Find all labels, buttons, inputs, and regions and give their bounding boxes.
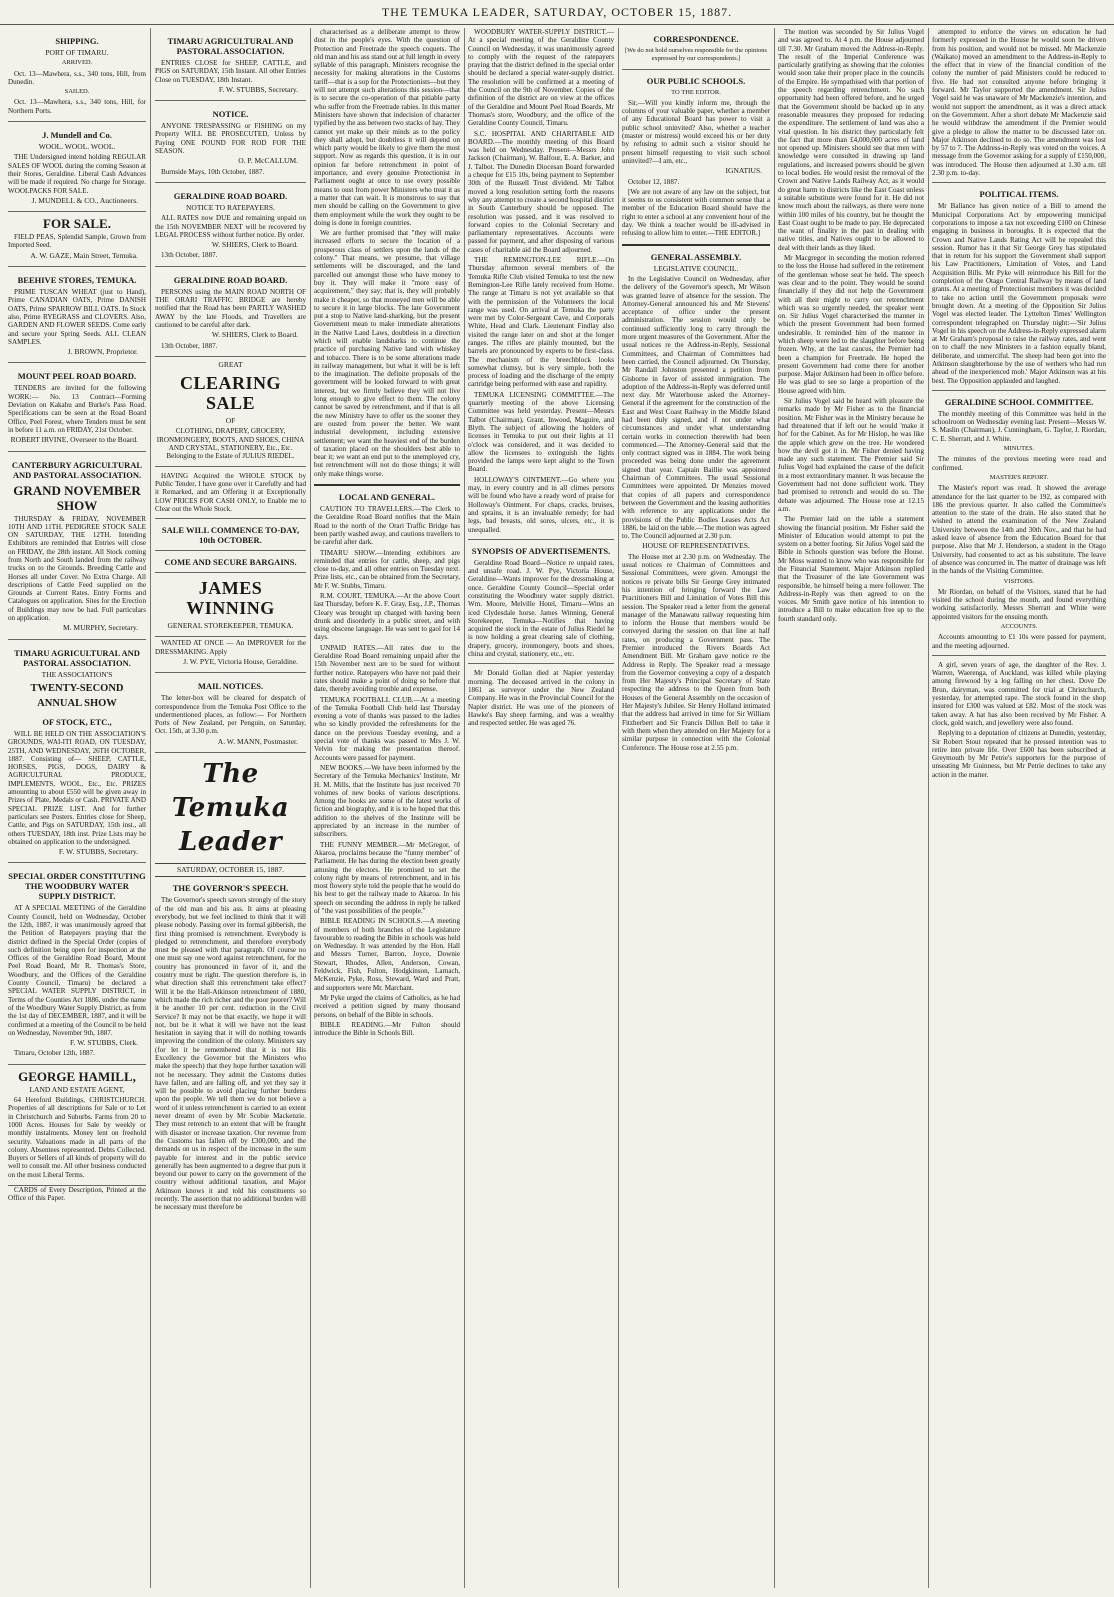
column-rule [774,28,775,1588]
timaru-heading: TIMARU AGRICULTURAL AND PASTORAL ASSOCIATION. [14,647,140,668]
notice-body: ANYONE TRESPASSING or FISHING on my Property WILL BE PROSECUTED, Unless by Paying ONE POUND FOR ROD FOR THE SEASON. [155,122,306,156]
council-body: In the Legislative Council on Wednesday, after the delivery of the Governor's speech, Mr Wilson was granted leave of absence for the session. The Attorney-General announced his and Mr Stevens' acceptance of office under the present administration. The session would only be continued sufficiently long to carry through the more urgent measures of the Government. After the usual notices re the Address-in-Reply, Sessional Committees, and Chairman of Committees had been carried, the Council adjourned. On Thursday, Mr Randall Johnston presented a petition from Gisborne in favor of assisted immigration. The adoption of the Address-in-Reply was deferred until next day. Mr Waterhouse asked the Attorney-General if the agreement for the construction of the East and West Coast Railway in the Middle Island had been duly signed, and if not under what circumstances and under what understanding certain works in connection therewith had been commenced.—The Attorney-General said that the only contract signed was in 1884. The work being proceeded was being done under the agreement signed that year. Captain Baillie was appointed Chairman of Committees. The usual Sessional Committees were appointed. Dr Menzies moved that copies of all papers and correspondence between the Government and the leasing authorities with reference to any applications under the provisions of the Public Bodies Leases Acts Act 1886, be laid on the table.—The motion was agreed to. The Council adjourned at 2.30 p.m. [622,274,770,541]
woodbury-heading: SPECIAL ORDER CONSTITUTING THE WOODBURY WATER SUPPLY DISTRICT. [8,871,146,902]
mundell-subheading: WOOL. WOOL. WOOL. [38,142,116,152]
mountpeel-heading: MOUNT PEEL ROAD BOARD. [17,371,137,382]
grb2-signature: W. SHIERS, Clerk to Board. [211,330,298,340]
clearing-body-2: HAVING Acquired the WHOLE STOCK by Public Tender, I have gone over it Carefully and had it Remarked, and am Offering it at Exceptionally LOW PRICES FOR CASH ONLY, to Enable me to Clear out the Whole Stock. [155,471,306,513]
column-rule [310,28,311,1588]
news-item: Replying to a deputation of citizens at Dunedin, yesterday, Sir Robert Stout repeated that he pressed intention was to retire into private life. Over £600 has been subscribed at Greymouth by Mr Petrie's supporters for the purpose of unseating Mr Guinness, but Mr Petrie declines to take any action in the matter. [932,729,1106,779]
grb2-date: 13th October, 1887. [161,341,218,350]
visitors-heading: VISITORS. [1003,577,1035,585]
shipping-heading: SHIPPING. [55,36,99,46]
clearing-sale-ad [155,357,306,638]
wanted-ad [155,637,306,673]
clearing-sale-title: CLEARING SALE [179,373,281,414]
assoc-body: ENTRIES CLOSE for SHEEP, CATTLE, and PIGS on SATURDAY, 15th Instant. All other Entries Close on TUESDAY, 18th Instant. [155,59,306,84]
hamill-subheading: LAND AND ESTATE AGENT, [29,1084,125,1094]
beehive-signature: J. BROWN, Proprietor. [67,347,138,357]
speech-heading: THE GOVERNOR'S SPEECH. [172,883,289,894]
timaru-subheading: THE ASSOCIATION'S [41,669,113,679]
schools-letter: Sir,—Will you kindly inform me, through the columns of your valuable paper, whether a member of any Educational Board has power to visit a public school uninvited? Also, whether a teacher (master or mistress) would exceed his or her duty by refusing to admit such a visitor should he present himself requesting to visit such school uninvited?—I am, etc., [622,98,770,165]
woodbury-body: AT A SPECIAL MEETING of the Geraldine County Council, held on Wednesday, October the 12th, 1887, it was unanimously agreed that the Petition of Ratepayers praying that the district defined in the Special Order (copies of such definition being open for inspection at the Offices of the Geraldine Road Board, Mount Peel Road Board, Mr R. Thomas's Store, Woodbury, and the Offices of the Geraldine County Council, Timaru) be declared a SPECIAL WATER SUPPLY DISTRICT, in Terms of the Counties Act 1886, under the name of the Woodbury Water Supply District, as from the 1st day of DECEMBER, 1887, and it will be confirmed at a meeting of the Council to be held on Wednesday, November 9th, 1887. [8,904,146,1037]
canterbury-show-title: GRAND NOVEMBER SHOW [13,482,141,513]
canterbury-ad [8,452,146,640]
local-item: THE REMINGTON-LEE RIFLE.—On Thursday afternoon several members of the Temuka Rifle Club visited Temuka to test the new Remington-Lee Rifle lately received from Home. The range at Timaru is not yet available so that with the permission of the Volunteers the local range was used. On arrival at Temuka the party were met by Color-Sergeant Cave, and Corporals White, Head and Clark. Lieutenant Findlay also visited the range later on and shot at the longer ranges. The rifles are plainly mounted, but the barrels are pronounced by experts to be first-class. The mechanism of the breechblock looks somewhat clumsy, but is very simple, both the process of loading and the discharge of the empty cartridge being performed with ease and rapidity. [468,256,614,389]
arrived-label: ARRIVED. [61,59,93,67]
column-rule [618,28,619,1588]
to-editor: TO THE EDITOR. [671,88,721,96]
grb-subheading: NOTICE TO RATEPAYERS. [186,202,275,212]
great-label: GREAT [218,359,243,369]
hamill-ad [8,1065,146,1186]
notice-date: Burnside Mays, 10th October, 1887. [161,167,265,176]
grb2-heading: GERALDINE ROAD BOARD. [173,274,288,285]
correspondence-heading: CORRESPONDENCE. [653,34,739,44]
local-heading: LOCAL AND GENERAL. [338,492,436,503]
wanted-body: WANTED AT ONCE — An IMPROVER for the DRESSMAKING. Apply [155,639,306,656]
mundell-body: THE Undersigned intend holding REGULAR SALES OF WOOL during the coming Season at their Stores, Geraldine. Liberal Cash Advances will be made if required. No charge for Storage. WOOLPACKS FOR SALE. [8,153,146,195]
canterbury-heading: CANTERBURY AGRICULTURAL AND PASTORAL ASSOCIATION. [11,459,143,480]
sailed-text: Oct. 13—Mawhera, s.s., 340 tons, Hill, for Northern Ports. [8,98,146,115]
mountpeel-ad [8,363,146,451]
speech-body: The Governor's speech savors strongly of the story of the old man and his ass. It aims at pleasing everybody, but we feel inclined to think that it will please nobody. Passing over its formal gibberish, the first thing promised is retrenchment. Everybody is pledged to retrenchment, and therefore everybody must be pleased with that paragraph. Of course no one must say one word against retrenchment, for the country has pronounced in favor of it, and the country must be right. The question therefore is, in what direction shall this retrenchment take effect? Will it be the Hall-Atkinson retrenchment of 1880, which made the rich richer and the poor poorer? Will it be another 10 per cent. reduction in the Civil Service? It may not be that exactly, we hope it will not, but be it what it will we have not the least hesitation in saying that it will do nothing towards improving the condition of the colony. Ministers say (for let it be remembered that it is not His Excellency the Governor but the Ministers who make the speech) that they hope further taxation will not be necessary. They admit the Customs duties have fallen, and are falling off, and yet they say it will be possible to avoid placing further burdens upon the people. We tell them we do not believe a word of it unless retrenchment is carried to an extent never dreamt of even by Mr Scobie Mackenzie. They must retrench to an extent that will be fraught with disaster or increase taxation. Our revenue from the Customs has fallen off by £300,000, and the demands on us in respect of the increase in the sum payable for interest and in the public service generally has been augmented to a degree that puts it beyond our power to carry on the government of the country without additional taxation, and Major Atkinson knows it and told his constituents so recently. The assertion that no additional burden will be necessary must therefore be [155,896,306,1212]
assembly-heading: GENERAL ASSEMBLY. [650,251,742,262]
wanted-signature: J. W. PYE, Victoria House, Geraldine. [183,656,298,666]
woodbury-signature: F. W. STUBBS, Clerk. [70,1038,138,1048]
port-heading: PORT OF TIMARU. [45,48,109,57]
timaru-body: WILL BE HELD ON THE ASSOCIATION'S GROUNDS, WAI-ITI ROAD, ON TUESDAY, 25TH, AND WEDNESDAY, 26TH OCTOBER, 1887. Consisting of— SHEEP, CATTLE, HORSES, PIGS, DOGS, DAIRY & AGRICULTURAL PRODUCE, IMPLEMENTS, WOOL, Etc., Etc. PRIZES amounting to about £550 will be given away in Prizes of Plate, Medals or Cash. PRIVATE AND SPECIAL PRIZE LIST. And for further particulars see Posters. Entries close for Sheep, Cattle, and Pigs on SATURDAY, 15th inst., all others TUESDAY, 18th inst. Prize Lists may be obtained on application to the undersigned. [8,729,146,846]
column-1 [8,28,146,1588]
assembly-body: Mr Macgregor in seconding the motion referred to the loss the House had suffered in the retirement of the gentleman whose seat he held. The speech was clear and to the point. They would be sound financially if they did not help the Government with all their might to carry out retrenchment which was so urgently needed, the speaker went on. Sir Julius Vogel characterised the manner in which the present Government had been formed undesirable. It reminded him of the manner in which sheep were led to the slaughter before being frozen. Why, at the last caucus, the Premier had been a champion for Freetrade. He hoped the present Government had come there for another purpose. Major Atkinson had been in office before. He was glad to see so large a proportion of the House agreed with him. [778,254,924,395]
assembly-body: Sir Julius Vogel said he heard with pleasure the remarks made by Mr Fisher as to the financial position. Mr Fisher was in the Ministry because he had threatened that if left out he would 'make it hot' for the Cabinet. As for Mr Hislop, he was like the apple which grew on the tree. He wondered how the devil got it in. Mr Fisher denied having made any such statement. The Premier said Sir Julius Vogel had explained the cause of the deficit in a most extraordinary manner. It was because the Government had not done sufficient work. They had promised to retrench and would do so. The debate was adjourned. The House rose at 12.15 a.m. [778,397,924,513]
column-3 [314,28,460,1588]
canterbury-signature: M. MURPHY, Secretary. [63,623,138,633]
clearing-body: CLOTHING, DRAPERY, GROCERY, IRONMONGERY, BOOTS, AND SHOES, CHINA AND CRYSTAL, STATIONERY, Etc., Etc. Belonging to the Estate of JULIUS RIEDEL. [156,427,305,461]
forsale-signature: A. W. GAZE, Main Street, Temuka. [30,250,138,260]
local-item: TIMARU SHOW.—Intending exhibitors are reminded that entries for cattle, sheep, and pigs close to-day, and all other entries on Tuesday next. Prize lists, etc., can be obtained from the Secretary, Mr F. W. Stubbs, Timaru. [314,548,460,590]
synopsis-heading: SYNOPSIS OF ADVERTISEMENTS. [471,545,611,556]
mail-body: The letter-box will be cleared for despatch of correspondence from the Temuka Post Office to the undermentioned places, as follow:— For Northern Ports of New Zealand, per Penguin, on Saturday, Oct. 15th, at 3.30 p.m. [155,694,306,736]
local-item: CAUTION TO TRAVELLERS.—The Clerk to the Geraldine Road Board notifies that the Main Road to the north of the Orari Traffic Bridge has been partly washed away, and cautions travellers to be careful after dark. [314,505,460,547]
mail-notices [155,673,306,753]
schools-heading: OUR PUBLIC SCHOOLS. [646,75,746,86]
mountpeel-signature: ROBERT IRVINE, Overseer to the Board. [10,435,138,445]
assembly-body: attempted to enforce the views on education he had formerly expressed in the House he would soon be driven from his position, and would not be missed. Mr Mackenzie (Waikato) moved an amendment to the Address-in-Reply to the effect that in view of the financial condition of the colony the number of paid Ministers could be reduced to five. He had not consulted anyone before bringing it forward. Mr Taylor supported the amendment. Sir Julius Vogel said he was unaware of Mr Mackenzie's intention, and would not support the amendment, as it was a direct attack on the Government. After a short debate Mr Mackenzie said he would withdraw the amendment if the Premier would give a pledge to allow the matter to be discussed later on. Major Atkinson declined to do so. The amendment was lost by 57 to 7. The Address-in-Reply was voted on the voices. A message from the Governor asking for a supply of £150,000, was introduced. The House then adjourned at 1.30 a.m. till 2.30 p.m. to-day. [932,28,1106,178]
local-item: WOODBURY WATER-SUPPLY DISTRICT.—At a special meeting of the Geraldine County Council on Wednesday, it was unanimously agreed to comply with the request of the ratepayers praying that the district defined in the special order should be declared a special water-supply district. The resolution will be confirmed at a meeting of the Council on the 9th of November. Copies of the definition of the district are on view at the offices of the Geraldine and Mount Peel Road Boards, Mr Thomas's store, Woodbury, and the office of the Geraldine County Council, Timaru. [468,28,614,128]
hamill-heading: GEORGE HAMILL, [18,1068,136,1084]
synopsis-body: Geraldine Road Board—Notice re unpaid rates, and unsafe road. J. W. Pye, Victoria House, Geraldine—Wants improver for the dressmaking at once. Geraldine County Council—Special order constituting the Woodbury water supply district. Wm. Moore, Melville Hotel, Timaru—Wins an iced Clydesdale horse. James Winning, General Storekeeper, Temuka—Notifies that having acquired the stock in the estate of Julius Riedel he is now holding a great clearing sale of clothing, drapery, grocery, ironmongery, boots and shoes, china and crystal, stationery, etc., etc. [468,558,614,659]
local-item: S.C. HOSPITAL AND CHARITABLE AID BOARD.—The monthly meeting of this Board was held on Wednesday. Present—Messrs John Jackson (Chairman), W. Balfour, E. A. Barker, and J. Talbot. The Dunedin Diocesan Board forwarded a cheque for £15 10s, being payment to September 30th of the Russell Trust dividend. Mr Talbot moved a long resolution setting forth the reasons why any attempt to create a second hospital district in South Canterbury should be opposed. The resolution was passed, and it was resolved to forward copies to the Colonial Secretary and parliamentary representatives. Accounts were passed for payment, and after disposing of various cases of charitable aid the Board adjourned. [468,129,614,254]
local-item: TEMUKA FOOTBALL CLUB.—At a meeting of the Temuka Football Club held last Thursday evening a vote of thanks was passed to the ladies who so kindly provided the refreshments for the dance on the previous Tuesday evening, and a special vote of thanks was passed to Mrs J. W. Velvin for making the presentation thereof. Accounts were passed for payment. [314,695,460,762]
local-item: R.M. COURT, TEMUKA.—At the above Court last Thursday, before K. F. Gray, Esq., J.P., Thomas Cleary was brought up charged with having been drunk and disorderly in a public street, and with using obscene language. He was sent to gaol for 14 days. [314,592,460,642]
grb-road-notice [155,267,306,357]
local-item: Mr Donald Gollan died at Napier yesterday morning. The deceased arrived in the colony in 1861 as surveyor under the New Zealand Company. He was in the Provincial Council for the Napier district. He was one of the pioneers of Hawke's Bay sheep farming, and was a wealthy and respected settler. He was aged 76. [468,669,614,728]
forsale-body: FIELD PEAS, Splendid Sample, Grown from Imported Seed. [8,233,146,250]
master-heading: MASTER'S REPORT. [989,473,1049,481]
master-body: The Master's report was read. It showed the average attendance for the last quarter to be 192, as compared with 186 the previous quarter. It also called the Committee's attention to the state of the drain. He also stated that he wished to attend the examination of the New Zealand University between the 14th and 30th Nov., and that he had asked leave of absence from the Education Board for that purpose. Also that Mr J. Henderson, a student in the Otago University, had consented to act as his substitute. The leave of absence was concurred in. The matter of drainage was left in the hands of the Visiting Committee. [932,484,1106,576]
winning-subtitle: GENERAL STOREKEEPER, TEMUKA. [167,621,294,631]
of-label: OF [225,416,236,426]
grb-body: ALL RATES now DUE and remaining unpaid on the 15th NOVEMBER NEXT will be recovered by LEGAL PROCESS without further notice. By order. [155,214,306,239]
column-6 [778,28,924,1588]
mail-heading: MAIL NOTICES. [197,681,264,692]
notice-heading: NOTICE. [212,109,249,120]
council-heading: LEGISLATIVE COUNCIL. [653,263,739,273]
column-7 [932,28,1106,1588]
grb-signature: W. SHIERS, Clerk to Board. [211,240,298,250]
masthead: The Temuka Leader [171,759,290,858]
mail-signature: A. W. MANN, Postmaster. [217,736,298,746]
school-committee-body: The monthly meeting of this Committee was held in the schoolroom on Wednesday evening last. Present—Messrs W. S. Maslin (Chairman), J. Cunningham, G. Taylor, J. Riordan, C. E. Sherratt, and J. White. [932,409,1106,443]
assembly-body: The Premier laid on the table a statement showing the financial position. Mr Fisher said the Minister of Education would attempt to put the system on a better footing. Sir Julius Vogel said the Bible in Schools question was before the House. Mr Moss wanted to know who was responsible for the Financial Statement. Major Atkinson replied that the Treasurer of the late Government was responsible, he himself being a mere follower. The Address-in-Reply was then agreed to on the voices. Mr Smith gave notice of his intention to introduce a Bill to make education free up to the fourth standard only. [778,515,924,623]
column-5 [622,28,770,1588]
sailed-label: SAILED. [64,88,90,96]
local-item: HOLLOWAY'S OINTMENT.—Go where you may, in every country and in all climes persons will be found who have a ready word of praise for Holloway's Ointment. For chaps, cracks, bruises, and sprains, it is an invaluable remedy; for bad legs, bad breasts, old sores, ulcers, etc., it is unequalled. [468,475,614,534]
editor-note: [We are not aware of any law on the subject, but it seems to us consistent with common sense that a member of the Education Board should have the right to enter a school at any convenient hour of the day. We think a teacher would be ill-advised in refusing to allow him to enter.—THE EDITOR.] [622,187,770,238]
minutes-heading: MINUTES. [1003,445,1035,453]
local-item: Mr Pyke urged the claims of Catholics, as he had received a petition signed by many thousand persons, on behalf of the Bible in schools. [314,993,460,1019]
mundell-heading: J. Mundell and Co. [42,130,112,141]
column-rule [150,28,151,1588]
come-bargains: COME AND SECURE BARGAINS. [164,557,297,568]
local-item: BIBLE READING IN SCHOOLS.—A meeting of members of both branches of the Legislature favourable to reading the Bible in schools was held on Wednesday. It was attended by the Hon. Hall and Messrs Turner, Barron, Joyce, Downie Stewart, Rhodes, Allen, Anderson, Cowan, Feldwick, Fish, Fulton, Hodgkinson, Larnach, McKenzie, Pyke, Ross, Steward, Ward and Pratt, and supporters were Mr. Marchant. [314,917,460,992]
schools-date: October 12, 1887. [628,177,680,186]
timaru-show-title: TWENTY-SECOND ANNUAL SHOW [30,682,124,709]
sale-commence: SALE WILL COMMENCE TO-DAY, 10th OCTOBER. [161,525,300,546]
local-item: TEMUKA LICENSING COMMITTEE.—The quarterly meeting of the above Licensing Committee was held yesterday. Present—Messrs Talbot (Chairman), Grant, Inwood, Maguire, and Blyth. The subject of allowing the holders of licenses in Temuka to put out their lights at 11 o'clock was considered, and it was decided to allow the licensees to extinguish the lights provided the lamps were kept alight to the Town Board. [468,390,614,474]
column-4 [468,28,614,1588]
notice-signature: O. P. McCALLUM. [238,156,298,166]
shipping-section [8,28,146,122]
local-item: UNPAID RATES.—All rates due to the Geraldine Road Board remaining unpaid after the 15th November next are to be sued for without further notice. Ratepayers who have not paid their rates should make a point of doing so before that date, thereby avoiding trouble and expense. [314,643,460,694]
grb-heading: GERALDINE ROAD BOARD. [173,190,288,201]
house-heading: HOUSE OF REPRESENTATIVES. [642,541,750,551]
woodbury-order-ad [8,863,146,1064]
page-header [0,0,1114,25]
assoc-ad [155,28,306,101]
column-rule [464,28,465,1588]
cards-notice: CARDS of Every Description, Printed at the Office of this Paper. [8,1186,146,1203]
schools-signature: IGNATIUS. [725,166,762,176]
political-heading: POLITICAL ITEMS. [979,189,1059,200]
header-title: THE TEMUKA LEADER, SATURDAY, OCTOBER 15, 1887. [381,4,733,19]
visitors-body: Mr Riordan, on behalf of the Visitors, stated that he had visited the school during the month, and found everything working satisfactorily. Messrs Sherratt and White were appointed visitors for the ensuing month. [932,587,1106,621]
local-item: BIBLE READING.—Mr Fulton should introduce the Bible in Schools Bill. [314,1020,460,1038]
local-item: NEW BOOKS.—We have been informed by the Secretary of the Temuka Mechanics' Institute, Mr H. M. Mills, that the Institute has just received 70 volumes of new books of various descriptions. Among the books are some of the latest works of fiction and biography, and it is to be hoped that this addition to the shelves of the Institute will be appreciated by an increase in the number of subscribers. [314,763,460,839]
assoc-heading: TIMARU AGRICULTURAL AND PASTORAL ASSOCIATION. [167,36,294,56]
news-item: A girl, seven years of age, the daughter of the Rev. J. Warren, Waerenga, of Auckland, was killed while playing among firewood by a log falling on her chest. Dove De Brun, dairyman, was committed for trial at Christchurch, yesterday, for attempted rape. The stock found in the shop insured for £300 was valued at £82. Most of the stock was taken away. A hat has also been received by Mr Fisher. A clock, gold watch, and jewellery were also found. [932,660,1106,727]
woodbury-date: Timaru, October 12th, 1887. [14,1049,95,1058]
beehive-heading: BEEHIVE STORES, TEMUKA. [17,275,137,286]
grb2-body: PERSONS using the MAIN ROAD NORTH OF THE ORARI TRAFFIC BRIDGE are hereby notified that the Road has been PARTLY WASHED AWAY by the late Floods, and Travellers are cautioned to be careful after dark. [155,287,306,329]
forsale-ad [8,212,146,267]
arrived-text: Oct. 13—Mawhera, s.s., 340 tons, Hill, from Dunedin. [8,69,146,86]
timaru-signature: F. W. STUBBS, Secretary. [58,847,138,857]
mundell-signature: J. MUNDELL & CO., Auctioneers. [31,195,138,205]
masthead-date: SATURDAY, OCTOBER 15, 1887. [155,863,306,877]
grb-date: 13th October, 1887. [161,251,218,260]
editorial-body-2: We are further promised that "they will make increased efforts to secure the location of a prosperous class of settlers upon the lands of the colony." That means, we presume, that village settlements will be discouraged, and the land parcelled out amongst those who have money to buy it. They will make it "more easy of acquirement," they say; that is, they will probably make it cheaper, so that moneyed men will be able to secure it in large blocks. The late Government put a stop to Native land-sharking, but the present Government mean to make immediate alterations in the Native Land Laws, doubtless in a direction which will enable landsharks to continue the practice of purchasing Native land with whiskey and tobacco. There is to be some alterations made in railway management, but what it will be is left to the imagination. The definite proposals of the government will be looked forward to with great interest, but we firmly believe they will not live long enough to give effect to them. The colony cannot be saved by retrenchment, and if that is all the new Ministry have to offer us the sooner they are ousted from power the better. We want industrial development, including extensive settlement; we want the heaviest end of the burden of taxation placed on the shoulders best able to bear it; we want an end put to the unemployed cry, but retrenchment will not do those things; it will only make things worse. [314,229,460,478]
assembly-body: The motion was seconded by Sir Julius Vogel and was agreed to. At 4 p.m. the House adjourned till 7.30. Mr Graham moved the Address-in-Reply. The result of the Imperial Conference was particularly gratifying as showing that the colonies would soon take their proper place in the councils of the Empire. He sympathised with that portion of the speech regarding retrenchment. No such opportunity had been offered before, and he urged that the Government should be backed up in any reasonable measures they proposed for reducing the expenditure. The settlement of land was also a vital question. In his district they particularly felt the fact that more than £4,000,000 acres of land not opened up. Ministers should see that men with knowledge were consulted in drawing up land regulations, and increased powers should be given to local bodies. He would resist the removal of the Crown and Native Lands Railway Act, as it would do great harm to districts like the East Coast unless a suitable substitute were found for it. He did not know much about the railways, as there were none within 100 miles of his country, but he thought the East Coast ought to be made to pay. He deprecated the want of finality in the past in dealing with native titles, and Natives ought to be allowed to deal with their lands as they liked. [778,28,924,252]
mountpeel-body: TENDERS are invited for the following WORK:— No. 13 Contract—Forming Deviation on Kakahu and Burke's Pass Road. Specifications can be seen at the Road Board Office, Peel Forest, where Tenders must be sent in before 11 a.m. on FRIDAY, 21st October. [8,384,146,434]
editorial-body-1: characterised as a deliberate attempt to throw dust in the people's eyes. With the question of Protection and Freetrade the speech coquets. The old man and his ass stand out at full length in every syllable of this paragraph. Ministers recognise the necessity for making alterations in the Customs tariff—that is a sop for the Protectionists—but they will not attempt such alterations this session—that is to secure the co-operation of that pitiable party who suffer from the Freetrade rabies. In this matter Ministers have shown that indecision of character typified by the ass between two stacks of hay. They cannot yet make up their minds as to the policy they shall adopt, but doubtless it will depend on which party would be likely to give them the most support. Now as regards this question, it is in our opinion far before retrenchment in point of importance, and every genuine Protectionist in Parliament ought at once to use every possible means to oust from power Ministers who treat it as a matter that can wait. It is monstrous to say that men should be calling on the Government to give them employment while the work they ought to be doing is done in foreign countries. [314,28,460,227]
beehive-ad [8,267,146,363]
winning-name: JAMES WINNING [186,578,275,619]
grb-rates-notice [155,183,306,267]
canterbury-body: THURSDAY & FRIDAY, NOVEMBER 10TH AND 11TH. PEDIGREE STOCK SALE ON SATURDAY, THE 12TH. Intending Exhibitors are reminded that Entries will close on FRIDAY, the 28th instant. All Stock coming from North and South landed from the railway trucks on to the Grounds. Breeding Cattle and Horses all under Cover. No Extra Charge. All descriptions of Cattle Feed supplied on the Grounds at Current Rates. Entry Forms and Catalogues on application. Sites for the Erection of Buildings may now be had. Full particulars on application. [8,514,146,623]
hamill-body: 64 Hereford Buildings, CHRISTCHURCH. Properties of all descriptions for Sale or to Let in Christchurch and Suburbs. Farms from 20 to 1000 Acres. Houses for Sale by weekly or monthly instalments. Money lent on freehold security. Valuations made in all parts of the colony. Absentees represented. Debts Collected. Buyers or Sellers of all kinds of property will do well to consult me. All other business conducted on the most Liberal Terms. [8,1096,146,1179]
assoc-signature: F. W. STUBBS, Secretary. [218,84,298,94]
minutes-body: The minutes of the previous meeting were read and confirmed. [932,455,1106,472]
political-body: Mr Ballance has given notice of a Bill to amend the Municipal Corporations Act by empowering municipal corporations to impose a tax not exceeding £100 on Chinese engaging in business in boroughs. It is expected that the Crown and Native Lands Rating Act will be repealed this session. Rumor has it that Sir George Grey has stipulated that in return for his support the Government shall support his Law Practitioners, Limitation of Votes, and Land Acquisition Bills. Mr Pyke will reintroduce his Bill for the completion of the Otago Central Railway by means of land grants. At a meeting of Protectionist members it was decided to take no action until the Government proposals were brought down. At a meeting of the Opposition Sir Julius Vogel was elected leader. The Lyttelton Times' Wellington correspondent telegraphed on Thursday night:—'Sir Julius Vogel in his speech on the Address-in-Reply expressed alarm at Mr Graham's proposal to raise the railway rates, and went on to chaff the new Ministers in a fashion equally bland, deliberate, and unmerciful. The sheep had been got into the Atkinson slaughterhouse by the use of wethers who had run ahead of the inexperienced mob.' Major Atkinson was at his best. The Opposition applauded and laughed. [932,202,1106,385]
mundell-ad [8,122,146,212]
column-2 [155,28,306,1588]
forsale-heading: FOR SALE. [43,216,111,232]
house-body: The House met at 2.30 p.m. on Wednesday. The usual notices re Chairman of Committees and Sessional Committees, were given. Amongst the notices re private bills Sir George Grey intimated his intention of bringing forward the Law Practitioners Bill and Limitation of Votes Bill this session. The Speaker read a letter from the general manager of the Manawatu railway requesting him to inform the House that members would be conveyed during the session on that line at half rates, on producing a Government pass. The Premier introduced the Rivers Boards Act Amendment Bill. Mr Graham gave notice re the Address in Reply. The Speaker read a message from the Governor conveying a copy of a despatch from Her Majesty's Principal Secretary of State respecting the address to the Queen from both Houses of the General Assembly on the occasion of Her Majesty's Jubilee. Sir Henry Holland intimated that the address had arrived in time for Sir William Fitzherbert and Sir Francis Dillon Bell to take it with them when they attended on Her Majesty for a similar purpose in connection with the Colonial Conference. The House rose at 2.55 p.m. [622,552,770,752]
accounts-heading: ACCOUNTS. [1000,623,1038,630]
timaru-show-ad [8,640,146,864]
timaru-show-subtitle: OF STOCK, ETC., [42,716,112,727]
accounts-body: Accounts amounting to £1 10s were passed for payment, and the meeting adjourned. [932,633,1106,650]
beehive-body: PRIME TUSCAN WHEAT (just to Hand), Prime CANADIAN OATS, Prime DANISH OATS, Prime SPARROW BILL OATS. In Stock also, Prime RYEGRASS and CLOVERS. Also, GARDEN AND FLOWER SEEDS. Come early and secure your Spring Seeds. ALL CLEAN SAMPLES. [8,288,146,346]
column-rule [928,28,929,1588]
trespass-notice [155,101,306,183]
local-item: THE FUNNY MEMBER.—Mr McGregor, of Akaroa, proclaims because the "funny member" of Parliament. He has during the election been greatly amusing the electors. He promised to set the colony right by means of retrenchment, and in his most flowery style told the people that he would do his best to get the railway made to Akaroa. In his speech on seconding the address in reply he talked of "the vast possibilities of the people." [314,840,460,915]
correspondence-note: [We do not hold ourselves responsible for the opinions expressed by our correspondents.] [624,47,768,63]
school-committee-heading: GERALDINE SCHOOL COMMITTEE. [944,396,1094,407]
